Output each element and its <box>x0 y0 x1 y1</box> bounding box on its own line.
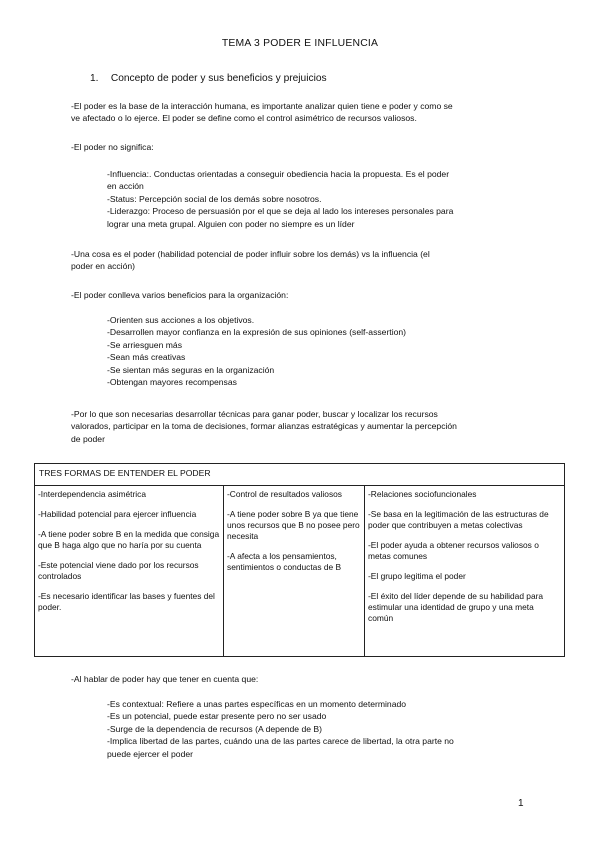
list-item: -Liderazgo: Proceso de persuasión por el que se deja al lado los intereses personales para <box>107 206 454 217</box>
list-item: -Es contextual: Refiere a unas partes específicas en un momento determinado <box>107 699 407 709</box>
cell-text: -Relaciones sociofuncionales <box>368 489 477 499</box>
list-item: -Obtengan mayores recompensas <box>107 377 237 388</box>
section-heading <box>90 73 327 85</box>
text-line: de poder <box>71 433 105 444</box>
table-col-control <box>224 486 365 657</box>
text-line: ve afectado o lo ejerce. El poder se define como el control asimétrico de recursos valiosos. <box>71 113 417 124</box>
table-col-sociofunctional <box>365 486 565 657</box>
cell-text: -Este potencial viene dado por los recursos controlados <box>38 559 199 581</box>
page-number: 1 <box>518 798 524 809</box>
list-item: -Status: Percepción social de los demás sobre nosotros. <box>107 193 322 204</box>
list-item: -Se arriesguen más <box>107 339 182 350</box>
cell-text: -El éxito del líder depende de su habilidad para estimular una identidad de grupo y una meta común <box>368 590 544 623</box>
page-title: TEMA 3 PODER E INFLUENCIA <box>221 38 379 49</box>
cell-text: -Es necesario identificar las bases y fuentes del poder. <box>38 590 215 612</box>
paragraph-techniques <box>71 408 533 445</box>
list-item: puede ejercer el poder <box>107 748 193 759</box>
list-item: -Implica libertad de las partes, cuándo una de las partes carece de libertad, la otra parte no <box>107 736 454 747</box>
list-not-means <box>107 168 532 230</box>
text-line: -Una cosa es el poder (habilidad potencial de poder influir sobre los demás) vs la influencia (el <box>71 249 430 259</box>
cell-text: -El poder ayuda a obtener recursos valiosos o metas comunes <box>368 539 539 561</box>
paragraph-not-means: -El poder no significa: <box>71 142 154 152</box>
paragraph-consider: -Al hablar de poder hay que tener en cuenta que: <box>71 674 259 684</box>
text-line: -Por lo que son necesarias desarrollar técnicas para ganar poder, buscar y localizar los recursos <box>71 409 438 419</box>
section-number: 1. <box>90 73 99 84</box>
table-header: TRES FORMAS DE ENTENDER EL PODER <box>35 464 565 486</box>
list-item: -Influencia:. Conductas orientadas a conseguir obediencia hacia la propuesta. Es el poder <box>107 169 450 179</box>
table-col-asymmetric <box>35 486 224 657</box>
list-item: -Es un potencial, puede estar presente pero no ser usado <box>107 711 327 722</box>
list-benefits <box>107 314 532 388</box>
list-item: lograr una meta grupal. Alguien con poder no siempre es un líder <box>107 218 355 229</box>
cell-text: -A afecta a los pensamientos, sentimientos o conductas de B <box>227 551 342 573</box>
cell-text: -Interdependencia asimétrica <box>38 489 147 499</box>
list-item: en acción <box>107 181 144 192</box>
text-line: -El poder es la base de la interacción humana, es importante analizar quien tiene e poder y como se <box>71 101 453 111</box>
list-consider <box>107 698 532 760</box>
list-item: -Orienten sus acciones a los objetivos. <box>107 315 255 325</box>
paragraph-benefits: -El poder conlleva varios beneficios para la organización: <box>71 290 289 300</box>
list-item: -Se sientan más seguras en la organización <box>107 364 275 375</box>
paragraph-power-vs-influence <box>71 248 533 273</box>
power-table <box>34 463 565 657</box>
section-heading-text: Concepto de poder y sus beneficios y prejuicios <box>110 73 327 84</box>
list-item: -Desarrollen mayor confianza en la expresión de sus opiniones (self-assertion) <box>107 327 407 338</box>
cell-text: -Control de resultados valiosos <box>227 489 342 499</box>
text-line: poder en acción) <box>71 261 136 272</box>
list-item: -Surge de la dependencia de recursos (A depende de B) <box>107 723 322 734</box>
text-line: valorados, participar en la toma de decisiones, formar alianzas estratégicas y aumentar la percepción <box>71 421 457 432</box>
paragraph-definition <box>71 100 533 125</box>
cell-text: -Habilidad potencial para ejercer influencia <box>38 508 197 519</box>
cell-text: -A tiene poder sobre B ya que tiene unos recursos que B no posee pero necesita <box>227 508 360 542</box>
cell-text: -A tiene poder sobre B en la medida que consiga que B haga algo que no haría por su cuenta <box>38 528 220 550</box>
cell-text: -Se basa en la legitimación de las estructuras de poder que contribuyen a metas colectivas <box>368 508 549 530</box>
list-item: -Sean más creativas <box>107 352 186 363</box>
cell-text: -El grupo legitima el poder <box>368 570 466 581</box>
